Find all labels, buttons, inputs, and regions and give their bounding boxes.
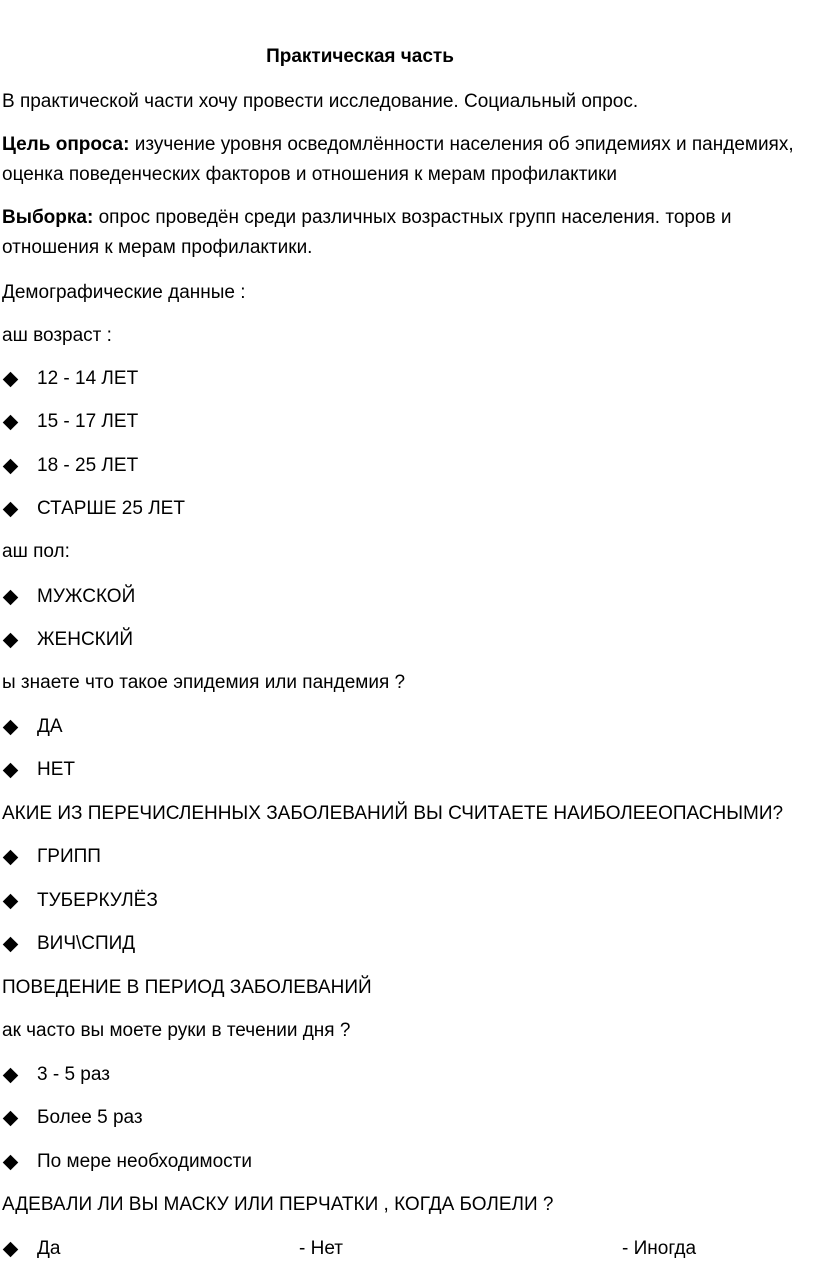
goal-text-1: изучение уровня осведомлённости населения об эпидемиях и пандемиях, [129,134,794,155]
diamond-bullet-icon [3,1111,19,1127]
diamond-bullet-icon [3,415,19,431]
goal-label: Цель опроса: [2,134,130,155]
diamond-bullet-icon [3,502,19,518]
know-question: ы знаете что такое эпидемия или пандемия ? [2,672,406,693]
mask-option-sometimes: - Иногда [622,1238,697,1259]
diamond-bullet-icon [3,590,19,606]
mask-option-no: - Нет [299,1238,343,1259]
hands-question: ак часто вы моете руки в течении дня ? [2,1020,351,1041]
diamond-bullet-icon [3,894,19,910]
gender-question: аш пол: [2,541,70,562]
intro-paragraph: В практической части хочу провести исследование. Социальный опрос. [2,91,639,112]
mask-question: АДЕВАЛИ ЛИ ВЫ МАСКУ ИЛИ ПЕРЧАТКИ , КОГДА БОЛЕЛИ ? [2,1194,554,1215]
diamond-bullet-icon [3,763,19,779]
diamond-bullet-icon [3,459,19,475]
sample-text-1: опрос проведён среди различных возрастных групп населения. торов и [93,207,732,228]
diamond-bullet-icon [3,850,19,866]
diseases-question: АКИЕ ИЗ ПЕРЕЧИСЛЕННЫХ ЗАБОЛЕВАНИЙ ВЫ СЧИТАЕТЕ НАИБОЛЕЕОПАСНЫМИ? [2,803,784,824]
demographics-heading: Демографические данные : [2,282,246,303]
document-page: Практическая часть В практической части хочу провести исследование. Социальный опрос. Цель опроса: изучение уровня осведомлённости населения об эпидемиях и пандемиях, оценка поведенческих факторов и отношения к мерам профилактики Выборка: опрос проведён среди различных возрастных групп населения. торов и отношения к мерам профилактики. Демографические данные : аш возраст : 12 - 14 ЛЕТ 15 - 17 ЛЕТ 18 - 25 ЛЕТ СТАРШЕ 25 ЛЕТ аш пол: МУЖСКОЙ ЖЕНСКИЙ ы знаете что такое эпидемия или пандемия ? ДА НЕТ АКИЕ ИЗ ПЕРЕЧИСЛЕННЫХ ЗАБОЛЕВАНИЙ ВЫ СЧИТАЕТЕ НАИБОЛЕЕОПАСНЫМИ? ГРИПП ТУБЕРКУЛЁЗ ВИЧ\СПИД ПОВЕДЕНИЕ В ПЕРИОД ЗАБОЛЕВАНИЙ ак часто вы моете руки в течении дня ? 3 - 5 раз Более 5 раз По мере необходимости АДЕВАЛИ ЛИ ВЫ МАСКУ ИЛИ ПЕРЧАТКИ , КОГДА БОЛЕЛИ ? Да - Нет - Иногда [2,46,794,1259]
diamond-bullet-icon [3,1155,19,1171]
diamond-bullet-icon [3,1068,19,1084]
diamond-bullet-icon [3,633,19,649]
sample-line-1 [2,207,732,229]
sample-label: Выборка: [2,207,94,228]
sample-text-2: отношения к мерам профилактики. [2,237,313,258]
age-question: аш возраст : [2,325,112,346]
goal-line-1 [2,134,794,156]
page-title: Практическая часть [266,46,454,67]
goal-text-2: оценка поведенческих факторов и отношения к мерам профилактики [2,164,617,185]
diamond-bullet-icon [3,937,19,953]
diamond-bullet-icon [3,1242,19,1258]
diamond-bullet-icon [3,720,19,736]
diamond-bullet-icon [3,372,19,388]
mask-option-yes: Да [37,1238,61,1259]
behavior-heading: ПОВЕДЕНИЕ В ПЕРИОД ЗАБОЛЕВАНИЙ [2,977,372,998]
